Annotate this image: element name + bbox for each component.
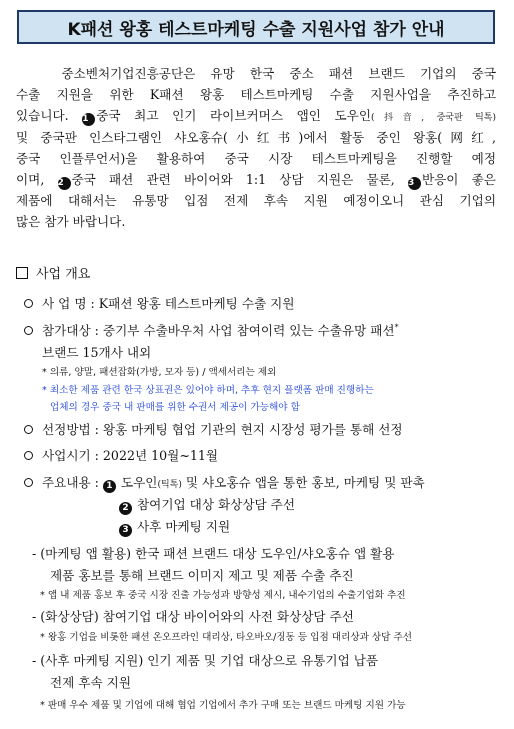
intro-line: 및 중국판 인스타그램인 샤오홍슈(小红书)에서 활동 중인 왕홍(网红, [16,130,496,146]
overview-item-content: 주요내용 : 1 도우인(틱톡) 및 샤오홍슈 앱을 통한 홍보, 마케팅 및 판촉 [24,472,425,493]
intro-line: 수출 지원을 위한 K패션 왕홍 테스트마케팅 수출 지원사업을 추진하고 [16,86,496,102]
circle-bullet-icon [24,299,33,308]
intro-line: 중소벤처기업진흥공단은 유망 한국 중소 패션 브랜드 기업의 중국 [61,66,497,81]
square-bullet-icon [16,267,28,279]
number-3-icon: 3 [408,177,421,190]
detail-video-meeting: - (화상상담) 참여기업 대상 바이어와의 사전 화상상담 주선 [32,609,354,624]
intro-line: 중국 인플루언서)을 활용하여 중국 시장 테스트마케팅을 진행할 예정 [16,151,496,167]
number-3-icon: 3 [119,524,132,537]
overview-item-name: 사 업 명 : K패션 왕홍 테스트마케팅 수출 지원 [24,293,295,312]
section-heading: 사업 개요 [16,263,90,282]
note-target-2a: * 최소한 제품 관련 한국 상표권은 있어야 하며, 추후 현지 플랫폼 판매 진행하는 [42,385,374,396]
intro-line: 있습니다. 1 중국 최고 인기 라이브커머스 앱인 도우인(抖音, 중국판 틱톡) [16,107,496,124]
circle-bullet-icon [24,425,33,434]
note-target-2b: 업체의 경우 중국 내 판매를 위한 수권서 제공이 가능해야 함 [50,402,300,413]
intro-line: 많은 참가 바랍니다. [16,213,126,229]
detail-marketing-app-continued: 제품 홍보를 통해 브랜드 이미지 제고 및 제품 수출 추진 [50,568,354,583]
detail-marketing-app: - (마케팅 앱 활용) 한국 패션 브랜드 대상 도우인/샤오홍슈 앱 활용 [32,546,395,561]
content-item-2: 2 참여기업 대상 화상상담 주선 [119,494,295,515]
number-2-icon: 2 [58,177,71,190]
circle-bullet-icon [24,451,33,460]
title-box [17,10,495,44]
circle-bullet-icon [24,326,33,335]
detail-aftercare: - (사후 마케팅 지원) 인기 제품 및 기업 대상으로 유통기업 납품 [32,653,379,668]
detail-aftercare-continued: 전제 후속 지원 [50,675,131,690]
content-item-3: 3 사후 마케팅 지원 [119,516,230,537]
circle-bullet-icon [24,478,33,487]
number-1-icon: 1 [82,113,95,126]
note-target-1: * 의류, 양말, 패션잡화(가방, 모자 등) / 액세서리는 제외 [42,367,277,378]
intro-paragraph [16,64,496,232]
overview-item-period: 사업시기 : 2022년 10월~11월 [24,445,218,464]
number-2-icon: 2 [119,502,132,515]
intro-line: 이며, 2 중국 패션 관련 바이어와 1:1 상담 지원은 물론, 3 반응이 좋은 [16,171,496,188]
document-title: K패션 왕홍 테스트마케팅 수출 지원사업 참가 안내 [67,19,445,40]
overview-item-target: 참가대상 : 중기부 수출바우처 사업 참여이력 있는 수출유망 패션* [24,320,399,339]
note-video-meeting: * 왕홍 기업을 비롯한 패션 온오프라인 대리상, 타오바오/징동 등 입점 대리상과 상담 주선 [40,632,413,643]
note-marketing-app: * 앱 내 제품 홍보 후 중국 시장 진출 가능성과 방향성 제시, 내수기업의 수출기업화 추진 [40,590,406,601]
overview-target-continued: 브랜드 15개사 내외 [42,345,152,360]
overview-item-method: 선정방법 : 왕홍 마케팅 협업 기관의 현지 시장성 평가를 통해 선정 [24,419,403,438]
note-aftercare: * 판매 우수 제품 및 기업에 대해 협업 기업에서 추가 구매 또는 브랜드 마케팅 지원 가능 [40,700,406,711]
intro-line: 제품에 대해서는 유통망 입점 전제 후속 지원 예정이오니 관심 기업의 [16,192,496,208]
number-1-icon: 1 [103,480,116,493]
